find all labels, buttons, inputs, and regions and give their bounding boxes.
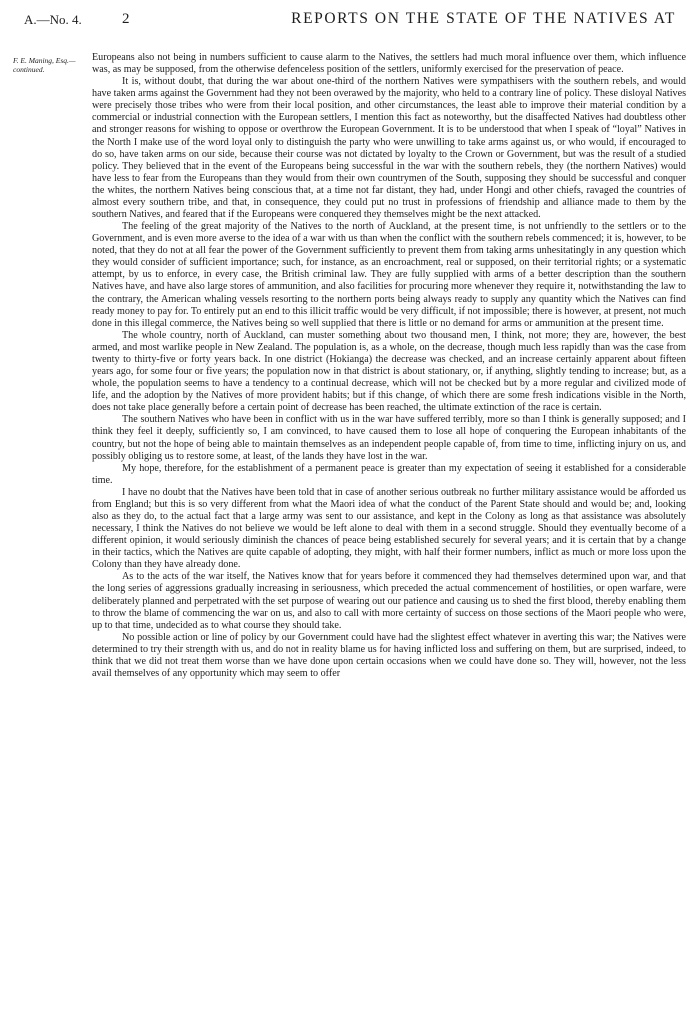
running-title: REPORTS ON THE STATE OF THE NATIVES AT — [291, 10, 676, 27]
page-number: 2 — [122, 11, 130, 27]
margin-note-status: continued. — [13, 65, 45, 74]
paragraph: I have no doubt that the Natives have been told that in case of another serious outbreak no further military assistance would be afforded us from England; but this is so very different from what the Maori idea of what the conduct of the Parent State should and would be; and, looking also as they do, to the actual fact that a large army was sent to our assistance, and kept in the Colony as long as that assistance was absolutely necessary, I think the Natives do not believe we would be left alone to deal with them in a second struggle. Should they eventually become of a different opinion, it would seriously diminish the chances of peace being established securely for several years; and it is certain that by a change in their tactics, which the Natives are quite capable of adopting, they might, with half their former numbers, inflict as much or more loss upon the Colony than they have already done. — [92, 486, 686, 571]
paragraph: It is, without doubt, that during the war about one-third of the northern Natives were sympathisers with the southern rebels, and would have taken arms against the Government had they not been overawed by the majority, who held to a contrary line of policy. These disloyal Natives were precisely those tribes who were from their local position, and other circumstances, the least able to improve their material condition by a commercial or industrial connection with the European settlers, I mention this fact as noteworthy, but the disaffected Natives had doubtless other and stronger reasons for wishing to oppose or overthrow the European Government. It is to be understood that when I speak of “loyal” Natives in the North I make use of the word loyal only to distinguish the party who were unwilling to take arms against us, or who would, if encouraged to do so, have taken arms on our side, because their course was not dictated by loyalty to the Crown or Government, but was the result of a studied policy. They believed that in the event of the Europeans being successful in the war with the southern rebels, they (the northern Natives) would have less to fear from the Europeans than they would from their own countrymen of the South, supposing they should be successful and conquer the whites, the northern Natives being conscious that, at a time not far distant, they had, under Hongi and other chiefs, ravaged the countries of almost every southern tribe, and that, in consequence, they could put no trust in professions of friendship and alliance made to them by the southern Natives, and feared that if the Europeans were conquered they themselves might be the next attacked. — [92, 76, 687, 221]
paragraph: The southern Natives who have been in conflict with us in the war have suffered terribly, more so than I think is generally supposed; and I think they feel it deeply, sufficiently so, I am convinced, to have caused them to lose all hope of conquering the European inhabitants of the country, but not the hope of being able to maintain themselves as an independent people capable of, from time to time, inflicting injury on us, and possibly obliging us to restore some, at least, of the lands they have lost in the war. — [92, 414, 686, 462]
page-header — [24, 9, 676, 33]
paragraph: My hope, therefore, for the establishment of a permanent peace is greater than my expectation of seeing it established for a considerable time. — [92, 462, 686, 486]
document-reference: A.—No. 4. — [24, 12, 82, 27]
paragraph: No possible action or line of policy by our Government could have had the slightest effect whatever in averting this war; the Natives were determined to try their strength with us, and do not in reality blame us for having inflicted loss and suffering on them, but are surprised, indeed, to think that we did not treat them worse than we have done upon certain occasions when we could have done so. They will, however, not the less avail themselves of any opportunity which may seem to offer — [92, 631, 686, 679]
margin-note — [13, 56, 89, 74]
report-body — [92, 52, 686, 680]
margin-note-author: F. E. Maning, Esq.— — [13, 56, 76, 65]
paragraph: Europeans also not being in numbers sufficient to cause alarm to the Natives, the settlers had much moral influence over them, which influence was, as may be supposed, from the otherwise defenceless position of the settlers, uniformly exercised for the preservation of peace. — [92, 52, 686, 76]
paragraph: The feeling of the great majority of the Natives to the north of Auckland, at the present time, is not unfriendly to the settlers or to the Government, and is even more averse to the idea of a war with us than when the conflict with the southern rebels commenced; it is, however, to be noted, that they do not at all fear the power of the Government sufficiently to prevent them from taking arms unhesitatingly in any question which they would consider of sufficient importance; such, for instance, as an encroachment, real or supposed, on their territorial rights; or a systematic attempt, by us to enforce, in every case, the British criminal law. They are fully supplied with arms of a better description than the southern Natives have, and have also large stores of ammunition, and also facilities for procuring more whenever they require it, notwithstanding the law to the contrary, the American whaling vessels resorting to the northern ports being always ready to supply any quantity which the Natives can find ready money to pay for. To entirely put an end to this illicit traffic would be very difficult, if not impossible; there is however, at present, not much done in this illegal commerce, the Natives being so well supplied that there is little or no demand for arms or ammunition at the present time. — [92, 221, 686, 329]
paragraph: The whole country, north of Auckland, can muster something about two thousand men, I think, not more; they are, however, the best armed, and most warlike people in New Zealand. The population is, as a whole, on the decrease, though much less rapidly than was the case from twenty to thirty-five or forty years back. In one district (Hokianga) the decrease was checked, and an increase certainly apparent about fifteen years ago, for some four or five years; the population now in that district is about stationary, or, if anything, slightly tending to increase; but, as a whole, the population seems to have a tendency to a continual decrease, which will not be checked but by a more regular and civilized mode of life, and the adoption by the Natives of more provident habits; but if this change, of which there are some fresh indications visible in the North, does not take place generally before a certain point of decrease has been reached, the ultimate extinction of the race is certain. — [92, 329, 686, 414]
paragraph: As to the acts of the war itself, the Natives know that for years before it commenced they had themselves determined upon war, and that the long series of aggressions gradually increasing in seriousness, which preceded the actual commencement of hostilities, or open warfare, were deliberately planned and perpetrated with the set purpose of wearing out our patience and causing us to shed the first blood, thereby enabling them to throw the blame of commencing the war on us, and also to call with more certainty of success on those sections of the Maori people who were, up to that time, undecided as to what course they should take. — [92, 571, 686, 631]
